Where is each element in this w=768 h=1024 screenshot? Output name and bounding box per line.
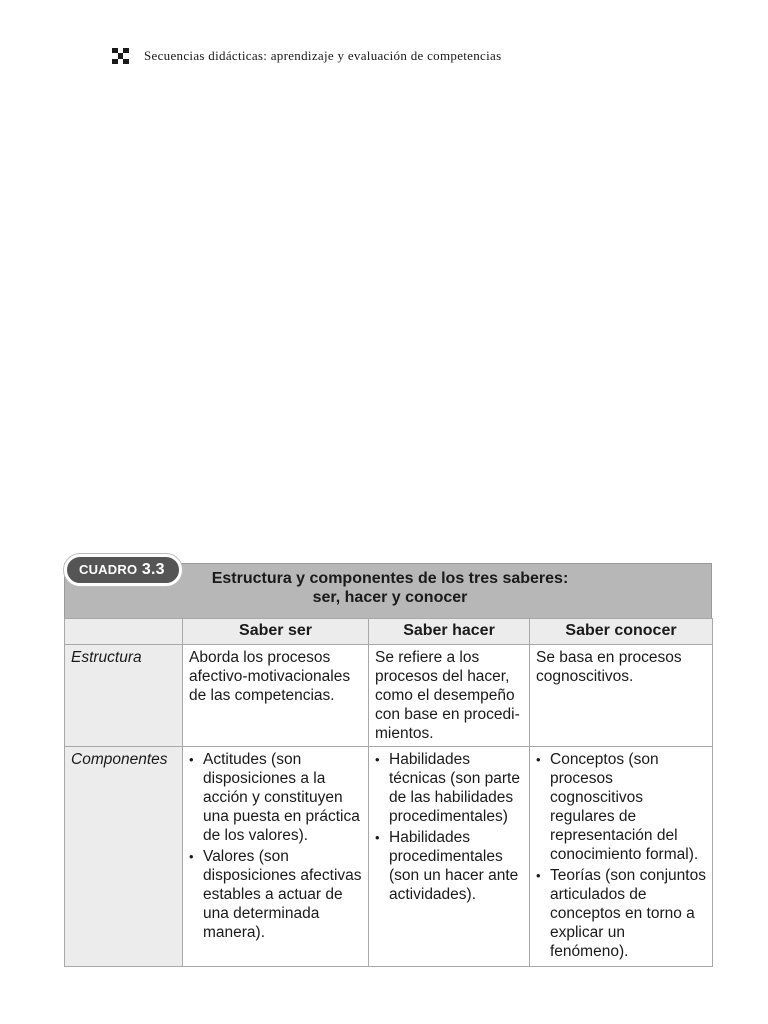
table-title-line-1: Estructura y componentes de los tres saberes:	[211, 570, 569, 587]
list-componentes-ser	[189, 750, 362, 942]
book-title: Secuencias didácticas: aprendizaje y evaluación de competencias	[144, 48, 502, 63]
list-item: • Habilidades procedimentales (son un hacer ante actividades).	[375, 828, 523, 904]
checker-icon	[112, 48, 129, 65]
cell-componentes-hacer	[369, 747, 530, 967]
list-item: • Actitudes (son disposiciones a la acción y constituyen una puesta en práctica de los valores).	[189, 750, 362, 845]
table-row-componentes	[65, 747, 713, 967]
badge-word: CUADRO	[79, 562, 138, 577]
header-cell-saber-hacer: Saber hacer	[369, 619, 530, 645]
cell-estructura-hacer: Se refiere a los procesos del hacer, como el desempeño con base en procedi-mientos.	[369, 645, 530, 747]
header-cell-saber-conocer: Saber conocer	[530, 619, 713, 645]
row-label-estructura: Estructura	[65, 645, 183, 747]
cuadro-badge	[64, 554, 182, 586]
cell-estructura-conocer: Se basa en procesos cognoscitivos.	[530, 645, 713, 747]
list-componentes-hacer	[375, 750, 523, 904]
cell-componentes-conocer	[530, 747, 713, 967]
table-title-line-2: ser, hacer y conocer	[312, 589, 468, 606]
header-cell-saber-ser: Saber ser	[183, 619, 369, 645]
list-item: • Conceptos (son procesos cognoscitivos regulares de representación del conocimiento formal).	[536, 750, 706, 864]
table-row-estructura	[65, 645, 713, 747]
list-item: • Teorías (son conjuntos articulados de conceptos en torno a explicar un fenómeno).	[536, 866, 706, 961]
header-row	[65, 619, 713, 645]
saberes-table	[64, 618, 713, 967]
cell-componentes-ser	[183, 747, 369, 967]
list-item: • Habilidades técnicas (son parte de las habilidades procedimentales)	[375, 750, 523, 826]
header-cell-blank	[65, 619, 183, 645]
row-label-componentes: Componentes	[65, 747, 183, 967]
badge-number: 3.3	[141, 561, 165, 578]
cell-estructura-ser: Aborda los procesos afectivo-motivacionales de las competencias.	[183, 645, 369, 747]
running-header	[112, 46, 501, 66]
list-item: • Valores (son disposiciones afectivas estables a actuar de una determinada manera).	[189, 847, 362, 942]
list-componentes-conocer	[536, 750, 706, 961]
